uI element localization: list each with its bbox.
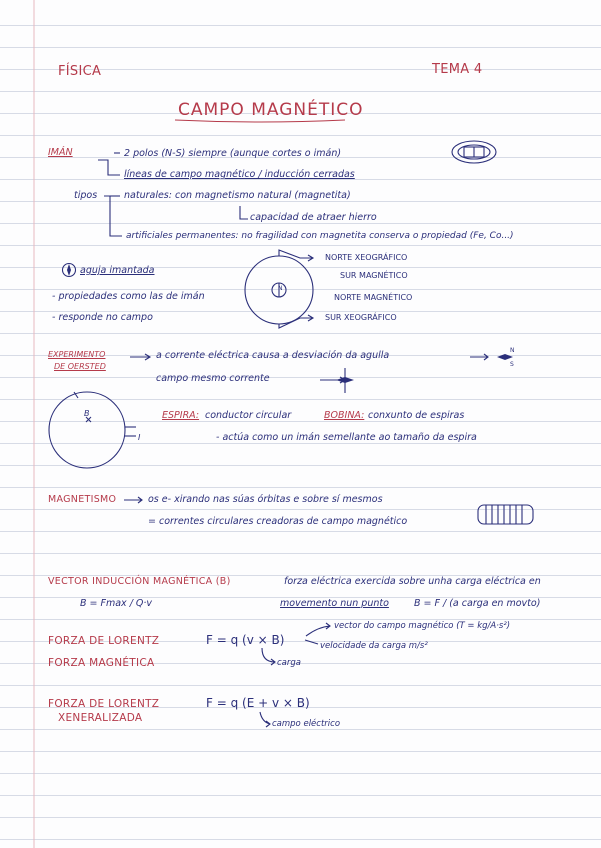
- vector-line-2: movemento nun punto: [280, 598, 389, 609]
- needle-line-2: - propiedades como las de imán: [52, 291, 205, 302]
- espira-head: ESPIRA:: [162, 410, 200, 421]
- magnetismo-label: MAGNETISMO: [48, 494, 117, 505]
- vector-line-1: forza eléctrica exercida sobre unha carga eléctrica en: [284, 576, 541, 587]
- vector-formula: B = Fmax / Q·v: [80, 598, 153, 609]
- iman-line-3: naturales: con magnetismo natural (magnetita): [124, 190, 351, 201]
- lorentz-ann-1: vector do campo magnético (T = kg/A·s²): [334, 621, 511, 631]
- lorentz-gen-ann: campo eléctrico: [272, 719, 341, 729]
- lorentz-gen-label-1: FORZA DE LORENTZ: [48, 698, 160, 710]
- earth-label-1: NORTE XEOGRÁFICO: [325, 253, 408, 262]
- espira-def-3: - actúa como un imán semellante ao tamaño da espira: [216, 432, 477, 443]
- compass-needle-icon: [63, 264, 76, 277]
- espira-diagram: [49, 392, 136, 468]
- lorentz-gen-formula: F = q (E + v × B): [206, 696, 310, 710]
- oersted-needle-s: S: [510, 361, 514, 368]
- subject-label: FÍSICA: [58, 64, 102, 79]
- needle-line-1: aguja imantada: [80, 265, 155, 276]
- unit-label: TEMA 4: [432, 62, 483, 77]
- lorentz-gen-label-2: XENERALIZADA: [58, 712, 143, 724]
- wire-needle-icon: [336, 368, 354, 393]
- oersted-line-2: campo mesmo corrente: [156, 373, 270, 384]
- page-title: CAMPO MAGNÉTICO: [178, 100, 364, 120]
- bracket-tipos: [104, 196, 122, 236]
- iman-line-2: líneas de campo magnético / inducción cerradas: [124, 169, 355, 180]
- arrow-ann3: [262, 648, 275, 665]
- earth-label-2: SUR MAGNÉTICO: [340, 271, 408, 280]
- coil-icon: [478, 505, 533, 524]
- iman-line-1: 2 polos (N-S) siempre (aunque cortes o imán): [124, 148, 342, 159]
- oersted-needle-n: N: [510, 347, 515, 354]
- lorentz-label-1: FORZA DE LORENTZ: [48, 635, 160, 647]
- vector-formula-2: B = F / (a carga en movto): [414, 598, 541, 609]
- lorentz-formula: F = q (v × B): [206, 633, 285, 647]
- arrow-ann2: [305, 640, 318, 644]
- bar-magnet-icon: [452, 141, 496, 163]
- iman-line-5: artificiales permanentes: no fragilidad con magnetita conserva o propiedad (Fe, Co...): [126, 231, 514, 241]
- vector-label: VECTOR INDUCCIÓN MAGNÉTICA (B): [48, 576, 231, 587]
- earth-label-4: SUR XEOGRÁFICO: [325, 313, 397, 322]
- espira-i: I: [138, 433, 141, 442]
- arrow-gen: [260, 712, 270, 727]
- earth-label-3: NORTE MAGNÉTICO: [334, 293, 413, 302]
- bobina-head: BOBINA:: [324, 410, 365, 421]
- arrow-ann1: [306, 623, 330, 636]
- iman-line-4: capacidad de atraer hierro: [250, 212, 377, 223]
- tipos-label: tipos: [74, 190, 98, 201]
- magnetismo-line-1: os e- xirando nas súas órbitas e sobre sí mesmos: [148, 494, 383, 505]
- needle-line-3: - responde no campo: [52, 312, 153, 323]
- lorentz-ann-3: carga: [277, 658, 301, 668]
- bobina-def: conxunto de espiras: [368, 410, 465, 421]
- oersted-label-1: EXPERIMENTO: [48, 350, 106, 359]
- magnetismo-line-2: = correntes circulares creadoras de campo magnético: [148, 516, 408, 527]
- espira-b: B: [84, 409, 90, 418]
- lorentz-label-2: FORZA MAGNÉTICA: [48, 657, 155, 669]
- earth-pole-n: N: [278, 285, 283, 292]
- lorentz-ann-2: velocidade da carga m/s²: [320, 641, 428, 651]
- oersted-line-1: a corrente eléctrica causa a desviación da agulla: [156, 350, 390, 361]
- iman-label: IMÁN: [48, 147, 73, 158]
- oersted-label-2: DE OERSTED: [54, 362, 106, 371]
- title-underline: [175, 120, 345, 122]
- bracket-iman: [98, 160, 120, 175]
- espira-def: conductor circular: [205, 410, 292, 421]
